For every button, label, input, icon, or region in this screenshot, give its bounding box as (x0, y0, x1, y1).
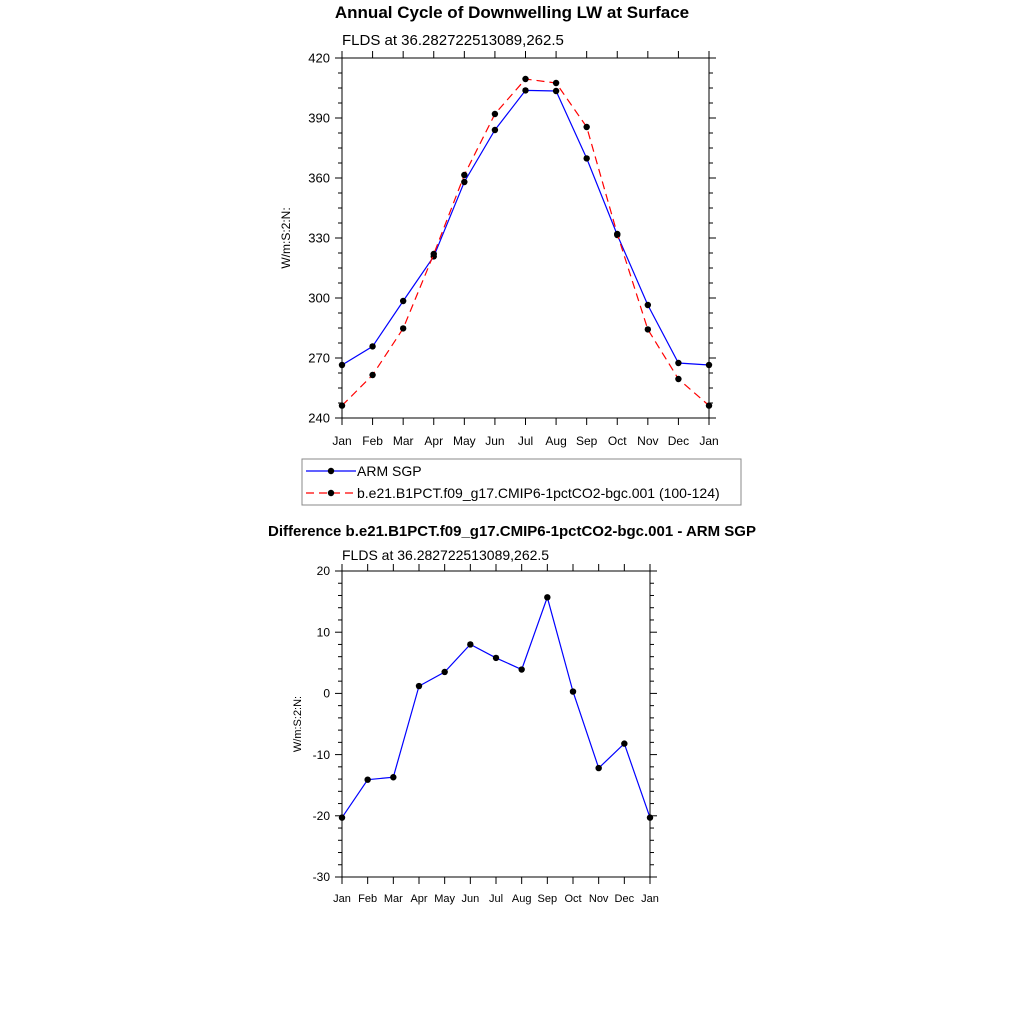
data-point (570, 688, 576, 694)
data-point (522, 87, 528, 93)
data-point (431, 251, 437, 257)
data-point (553, 80, 559, 86)
data-point (400, 325, 406, 331)
chart-2 (268, 523, 756, 905)
x-tick-label: Mar (392, 434, 414, 448)
data-point (675, 360, 681, 366)
legend-marker (328, 468, 334, 474)
data-point (595, 765, 601, 771)
y-tick-label: 10 (316, 625, 330, 640)
data-point (467, 641, 473, 647)
data-point (364, 776, 370, 782)
data-point (339, 814, 345, 820)
chart-subtitle: FLDS at 36.282722513089,262.5 (342, 32, 564, 49)
x-tick-label: Sep (575, 434, 598, 448)
x-tick-label: Nov (588, 893, 609, 905)
x-tick-label: Jan (699, 434, 719, 448)
data-point (369, 343, 375, 349)
y-tick-label: -10 (312, 747, 330, 762)
chart-title: Difference b.e21.B1PCT.f09_g17.CMIP6-1pctCO2-bgc.001 - ARM SGP (268, 523, 756, 540)
x-tick-label: Dec (667, 434, 690, 448)
data-point (339, 362, 345, 368)
y-tick-label: -20 (312, 809, 330, 823)
x-tick-label: May (434, 893, 456, 905)
x-tick-label: Dec (614, 893, 635, 905)
x-tick-label: Feb (358, 893, 378, 905)
x-tick-label: Jan (641, 893, 659, 905)
data-point (339, 402, 345, 408)
x-tick-label: Jan (333, 893, 351, 905)
data-point (544, 594, 550, 600)
series-line-1 (342, 597, 650, 817)
x-tick-label: Sep (537, 893, 558, 905)
data-point (645, 302, 651, 308)
series-line-1 (342, 90, 709, 365)
x-tick-label: Jan (332, 434, 352, 448)
data-point (441, 669, 447, 675)
y-tick-label: 300 (308, 290, 330, 306)
x-tick-label: Apr (424, 434, 444, 448)
y-axis-label: W/m:S:2:N: (292, 695, 304, 753)
chart-1 (279, 3, 741, 505)
x-tick-label: Oct (607, 434, 627, 448)
x-tick-label: Aug (511, 893, 532, 905)
y-axis-label: W/m:S:2:N: (279, 207, 293, 269)
legend (302, 459, 741, 505)
series-line-2 (342, 79, 709, 406)
plot-frame (342, 58, 709, 418)
data-point (416, 683, 422, 689)
data-point (492, 127, 498, 133)
data-point (614, 231, 620, 237)
data-point (369, 372, 375, 378)
data-point (706, 402, 712, 408)
x-tick-label: Feb (362, 434, 383, 448)
data-point (647, 814, 653, 820)
x-tick-label: Mar (383, 893, 403, 905)
data-point (390, 774, 396, 780)
data-point (400, 298, 406, 304)
x-tick-label: Aug (545, 434, 567, 448)
x-tick-label: Jul (517, 434, 534, 448)
legend-label: b.e21.B1PCT.f09_g17.CMIP6-1pctCO2-bgc.001 (100-124) (357, 485, 720, 501)
y-tick-label: 360 (308, 170, 330, 186)
chart-subtitle: FLDS at 36.282722513089,262.5 (342, 547, 550, 563)
data-point (583, 124, 589, 130)
x-tick-label: May (452, 434, 476, 448)
data-point (461, 179, 467, 185)
y-tick-label: 420 (308, 50, 330, 66)
data-point (493, 655, 499, 661)
y-tick-label: 330 (308, 230, 330, 246)
x-tick-label: Apr (410, 893, 428, 905)
x-tick-label: Jun (485, 434, 505, 448)
data-point (522, 76, 528, 82)
data-point (518, 666, 524, 672)
data-point (675, 376, 681, 382)
y-tick-label: -30 (312, 870, 330, 885)
y-tick-label: 20 (316, 564, 330, 579)
x-tick-label: Oct (564, 893, 582, 905)
data-point (583, 155, 589, 161)
x-tick-label: Nov (637, 434, 659, 448)
data-point (461, 172, 467, 178)
y-tick-label: 390 (308, 110, 330, 126)
chart-title: Annual Cycle of Downwelling LW at Surface (334, 3, 690, 22)
y-tick-label: 0 (323, 686, 330, 701)
data-point (706, 362, 712, 368)
plot-frame (342, 571, 650, 877)
y-tick-label: 240 (308, 410, 330, 426)
data-point (492, 111, 498, 117)
data-point (553, 88, 559, 94)
y-tick-label: 270 (308, 350, 330, 366)
data-point (645, 326, 651, 332)
data-point (621, 740, 627, 746)
legend-marker (328, 490, 334, 496)
x-tick-label: Jul (488, 893, 504, 905)
legend-label: ARM SGP (357, 463, 422, 479)
x-tick-label: Jun (461, 893, 480, 905)
